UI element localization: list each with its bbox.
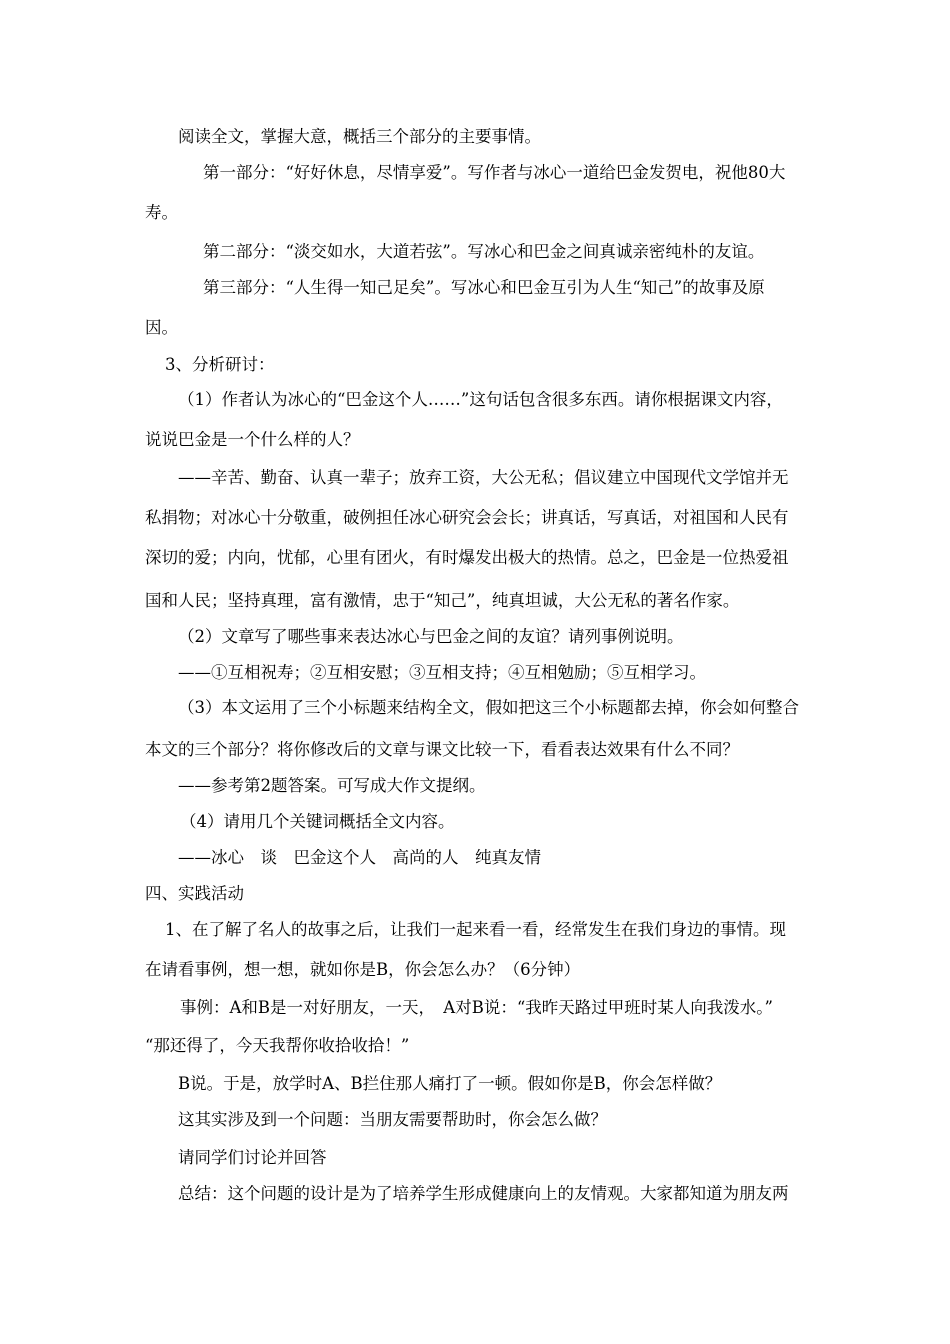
text-line: （4）请用几个关键词概括全文内容。 xyxy=(180,812,455,831)
text-line: 国和人民；坚持真理，富有激情，忠于“知己”，纯真坦诚，大公无私的著名作家。 xyxy=(145,591,740,610)
text-line: 第二部分：“淡交如水，大道若弦”。写冰心和巴金之间真诚亲密纯朴的友谊。 xyxy=(203,242,765,261)
text-line: （2）文章写了哪些事来表达冰心与巴金之间的友谊？请列事例说明。 xyxy=(178,627,684,646)
text-line: 深切的爱；内向，忧郁，心里有团火，有时爆发出极大的热情。总之，巴金是一位热爱祖 xyxy=(145,548,789,567)
text-line: 在请看事例，想一想，就如你是B，你会怎么办？（6分钟） xyxy=(145,960,581,979)
text-line: 说说巴金是一个什么样的人？ xyxy=(145,430,360,449)
text-line: （3）本文运用了三个小标题来结构全文，假如把这三个小标题都去掉，你会如何整合 xyxy=(178,698,799,717)
text-line: （1）作者认为冰心的“巴金这个人……”这句话包含很多东西。请你根据课文内容， xyxy=(178,390,783,409)
text-line: 请同学们讨论并回答 xyxy=(178,1148,327,1167)
text-line: 这其实涉及到一个问题：当朋友需要帮助时，你会怎么做？ xyxy=(178,1110,607,1129)
text-line: ——①互相祝寿；②互相安慰；③互相支持；④互相勉励；⑤互相学习。 xyxy=(178,663,706,682)
text-line: 第一部分：“好好休息，尽情享爱”。写作者与冰心一道给巴金发贺电，祝他80大 xyxy=(203,163,786,182)
text-line: ——辛苦、勤奋、认真一辈子；放弃工资，大公无私；倡议建立中国现代文学馆并无 xyxy=(178,468,789,487)
text-line: 总结：这个问题的设计是为了培养学生形成健康向上的友情观。大家都知道为朋友两 xyxy=(178,1184,789,1203)
text-line: 事例：A和B是一对好朋友，一天， A对B说：“我昨天路过甲班时某人向我泼水。” xyxy=(180,998,773,1017)
text-line: “那还得了，今天我帮你收拾收拾！” xyxy=(145,1036,410,1055)
text-line: ——参考第2题答案。可写成大作文提纲。 xyxy=(178,776,486,795)
text-line: 私捐物；对冰心十分敬重，破例担任冰心研究会会长；讲真话，写真话，对祖国和人民有 xyxy=(145,508,789,527)
text-line: 寿。 xyxy=(145,203,178,222)
text-line: 本文的三个部分？将你修改后的文章与课文比较一下，看看表达效果有什么不同？ xyxy=(145,740,739,759)
text-line: ——冰心 谈 巴金这个人 高尚的人 纯真友情 xyxy=(178,848,541,867)
text-line: 因。 xyxy=(145,318,178,337)
text-line: 1、在了解了名人的故事之后，让我们一起来看一看，经常发生在我们身边的事情。现 xyxy=(165,920,786,939)
text-line: 3、分析研讨： xyxy=(165,355,275,374)
text-line: B说。于是，放学时A、B拦住那人痛打了一顿。假如你是B，你会怎样做？ xyxy=(178,1074,722,1093)
text-line: 第三部分：“人生得一知己足矣”。写冰心和巴金互引为人生“知己”的故事及原 xyxy=(203,278,765,297)
text-line: 四、实践活动 xyxy=(145,884,244,903)
text-line: 阅读全文，掌握大意，概括三个部分的主要事情。 xyxy=(178,127,541,146)
